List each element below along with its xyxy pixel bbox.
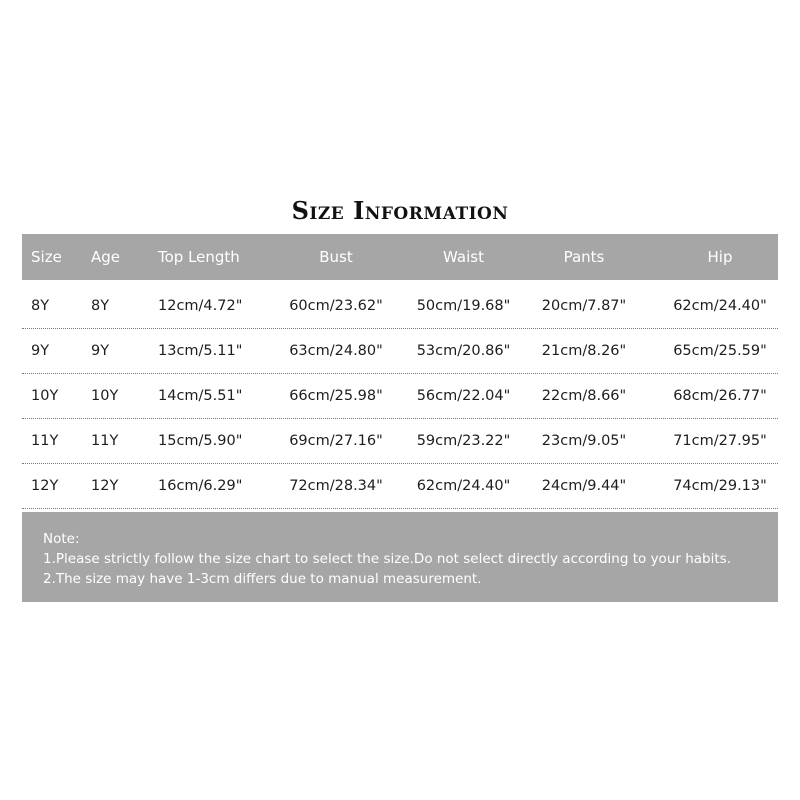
cell-age: 10Y — [91, 388, 119, 404]
cell-age: 12Y — [91, 478, 119, 494]
cell-hip: 71cm/27.95" — [673, 433, 767, 449]
cell-pants: 20cm/7.87" — [541, 298, 627, 314]
cell-bust: 69cm/27.16" — [289, 433, 383, 449]
table-row — [22, 374, 778, 419]
header-bust: Bust — [319, 248, 353, 266]
cell-hip: 65cm/25.59" — [673, 343, 767, 359]
cell-size: 11Y — [31, 433, 59, 449]
cell-top-length: 16cm/6.29" — [158, 478, 243, 494]
table-row — [22, 284, 778, 329]
cell-age: 11Y — [91, 433, 119, 449]
cell-waist: 53cm/20.86" — [416, 343, 511, 359]
cell-top-length: 12cm/4.72" — [158, 298, 243, 314]
header-size: Size — [31, 248, 62, 266]
cell-size: 12Y — [31, 478, 59, 494]
cell-top-length: 15cm/5.90" — [158, 433, 243, 449]
size-table-body — [22, 284, 778, 509]
header-pants: Pants — [563, 248, 605, 266]
table-row — [22, 464, 778, 509]
cell-hip: 62cm/24.40" — [673, 298, 767, 314]
cell-hip: 68cm/26.77" — [673, 388, 767, 404]
cell-bust: 60cm/23.62" — [289, 298, 383, 314]
note-line-2: 2.The size may have 1-3cm differs due to manual measurement. — [43, 571, 482, 587]
header-waist: Waist — [443, 248, 484, 266]
cell-age: 8Y — [91, 298, 110, 314]
cell-size: 8Y — [31, 298, 50, 314]
cell-waist: 59cm/23.22" — [416, 433, 511, 449]
cell-top-length: 14cm/5.51" — [158, 388, 243, 404]
table-row — [22, 419, 778, 464]
header-hip: Hip — [707, 248, 733, 266]
cell-hip: 74cm/29.13" — [673, 478, 767, 494]
cell-pants: 23cm/9.05" — [541, 433, 627, 449]
cell-pants: 22cm/8.66" — [541, 388, 627, 404]
table-header — [22, 234, 778, 280]
cell-age: 9Y — [91, 343, 110, 359]
header-top-length: Top Length — [158, 248, 240, 266]
table-row — [22, 329, 778, 374]
cell-size: 9Y — [31, 343, 50, 359]
cell-bust: 63cm/24.80" — [289, 343, 383, 359]
note-box — [22, 512, 778, 602]
note-heading: Note: — [43, 531, 80, 547]
cell-size: 10Y — [31, 388, 59, 404]
note-line-1: 1.Please strictly follow the size chart to select the size.Do not select directly according to your habits. — [43, 551, 731, 567]
cell-pants: 24cm/9.44" — [541, 478, 627, 494]
cell-pants: 21cm/8.26" — [541, 343, 627, 359]
page-title: Size Information — [291, 196, 509, 225]
header-age: Age — [91, 248, 121, 266]
cell-top-length: 13cm/5.11" — [158, 343, 243, 359]
cell-waist: 56cm/22.04" — [416, 388, 511, 404]
cell-bust: 72cm/28.34" — [289, 478, 383, 494]
cell-bust: 66cm/25.98" — [289, 388, 383, 404]
cell-waist: 62cm/24.40" — [416, 478, 511, 494]
cell-waist: 50cm/19.68" — [416, 298, 511, 314]
